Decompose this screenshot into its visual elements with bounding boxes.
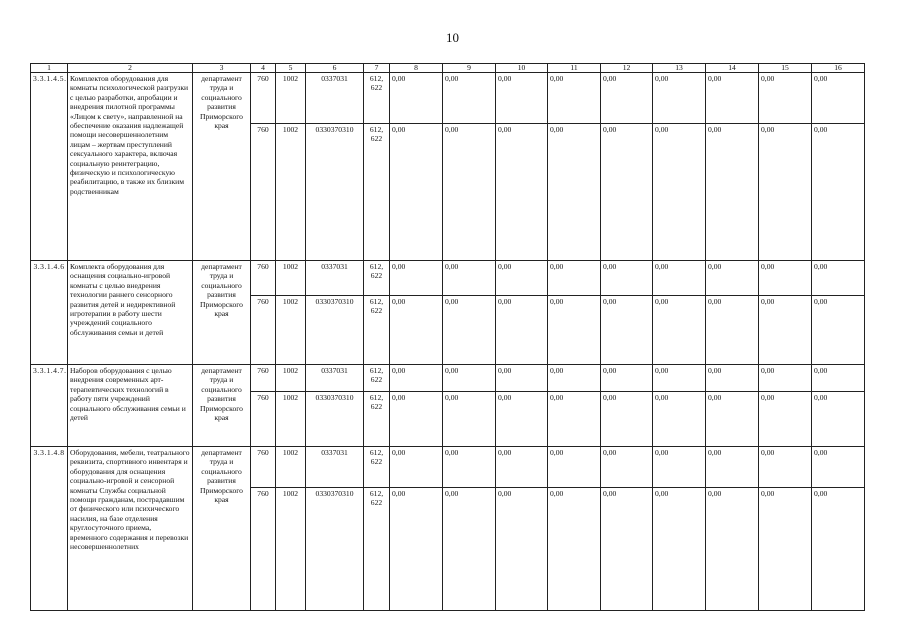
header-cell: 6 (306, 64, 364, 73)
header-cell: 12 (601, 64, 653, 73)
amount-cell: 0,00 (653, 488, 706, 611)
amount-cell: 0,00 (496, 447, 548, 488)
amount-cell: 0,00 (653, 365, 706, 392)
amount-cell: 0,00 (812, 73, 865, 124)
section-code: 1002 (276, 447, 306, 488)
ministry-code: 760 (251, 124, 276, 261)
header-cell: 11 (548, 64, 601, 73)
amount-cell: 0,00 (390, 488, 443, 611)
amount-cell: 0,00 (759, 365, 812, 392)
amount-cell: 0,00 (390, 296, 443, 365)
ministry-code: 760 (251, 73, 276, 124)
amount-cell: 0,00 (812, 392, 865, 447)
item-executor: департамент труда и социального развития Приморского края (193, 365, 251, 447)
amount-cell: 0,00 (759, 296, 812, 365)
header-cell: 9 (443, 64, 496, 73)
amount-cell: 0,00 (390, 73, 443, 124)
amount-cell: 0,00 (759, 392, 812, 447)
amount-cell: 0,00 (706, 73, 759, 124)
amount-cell: 0,00 (548, 447, 601, 488)
ministry-code: 760 (251, 392, 276, 447)
section-code: 1002 (276, 124, 306, 261)
amount-cell: 0,00 (548, 365, 601, 392)
amount-cell: 0,00 (548, 488, 601, 611)
amount-cell: 0,00 (812, 447, 865, 488)
amount-cell: 0,00 (601, 392, 653, 447)
amount-cell: 0,00 (443, 447, 496, 488)
ministry-code: 760 (251, 296, 276, 365)
amount-cell: 0,00 (548, 296, 601, 365)
header-cell: 7 (364, 64, 390, 73)
section-code: 1002 (276, 365, 306, 392)
amount-cell: 0,00 (443, 296, 496, 365)
header-cell: 8 (390, 64, 443, 73)
amount-cell: 0,00 (496, 488, 548, 611)
item-code: 3.3.1.4.5. (31, 73, 68, 261)
amount-cell: 0,00 (706, 296, 759, 365)
amount-cell: 0,00 (548, 392, 601, 447)
header-cell: 4 (251, 64, 276, 73)
amount-cell: 0,00 (496, 73, 548, 124)
header-row (31, 64, 865, 73)
amount-cell: 0,00 (812, 124, 865, 261)
ministry-code: 760 (251, 261, 276, 296)
expense-type: 612, 622 (364, 296, 390, 365)
header-cell: 16 (812, 64, 865, 73)
amount-cell: 0,00 (390, 124, 443, 261)
table-row (31, 365, 865, 392)
amount-cell: 0,00 (601, 73, 653, 124)
expense-type: 612, 622 (364, 124, 390, 261)
amount-cell: 0,00 (443, 73, 496, 124)
section-code: 1002 (276, 296, 306, 365)
section-code: 1002 (276, 392, 306, 447)
amount-cell: 0,00 (601, 296, 653, 365)
item-executor: департамент труда и социального развития Приморского края (193, 447, 251, 611)
amount-cell: 0,00 (759, 261, 812, 296)
amount-cell: 0,00 (601, 488, 653, 611)
header-cell: 13 (653, 64, 706, 73)
page-number: 10 (446, 30, 459, 45)
target-article: 0330370310 (306, 296, 364, 365)
amount-cell: 0,00 (706, 124, 759, 261)
amount-cell: 0,00 (812, 365, 865, 392)
target-article: 0337031 (306, 73, 364, 124)
amount-cell: 0,00 (443, 365, 496, 392)
target-article: 0337031 (306, 261, 364, 296)
amount-cell: 0,00 (443, 261, 496, 296)
expense-type: 612, 622 (364, 447, 390, 488)
item-code: 3.3.1.4.6 (31, 261, 68, 365)
ministry-code: 760 (251, 488, 276, 611)
section-code: 1002 (276, 73, 306, 124)
item-description: Оборудования, мебели, театрального реквизита, спортивного инвентаря и оборудования для оснащения социально-игровой и сенсорной комнаты Службы социальной помощи гражданам, пострадавшим от физического или психического насилия, на базе отделения круглосуточного приема, временного содержания и перевозки несовершеннолетних (68, 447, 193, 611)
amount-cell: 0,00 (601, 447, 653, 488)
item-code: 3.3.1.4.7. (31, 365, 68, 447)
section-code: 1002 (276, 261, 306, 296)
amount-cell: 0,00 (812, 488, 865, 611)
amount-cell: 0,00 (548, 73, 601, 124)
amount-cell: 0,00 (443, 488, 496, 611)
table-row (31, 447, 865, 488)
expense-type: 612, 622 (364, 488, 390, 611)
table-row (31, 261, 865, 296)
expense-type: 612, 622 (364, 392, 390, 447)
header-cell: 2 (68, 64, 193, 73)
ministry-code: 760 (251, 447, 276, 488)
amount-cell: 0,00 (496, 261, 548, 296)
amount-cell: 0,00 (496, 296, 548, 365)
amount-cell: 0,00 (812, 296, 865, 365)
expense-type: 612, 622 (364, 261, 390, 296)
amount-cell: 0,00 (653, 296, 706, 365)
amount-cell: 0,00 (601, 365, 653, 392)
header-cell: 1 (31, 64, 68, 73)
amount-cell: 0,00 (706, 488, 759, 611)
header-cell: 10 (496, 64, 548, 73)
amount-cell: 0,00 (496, 392, 548, 447)
target-article: 0330370310 (306, 488, 364, 611)
ministry-code: 760 (251, 365, 276, 392)
amount-cell: 0,00 (601, 124, 653, 261)
amount-cell: 0,00 (548, 124, 601, 261)
amount-cell: 0,00 (443, 124, 496, 261)
amount-cell: 0,00 (390, 261, 443, 296)
item-executor: департамент труда и социального развития Приморского края (193, 261, 251, 365)
amount-cell: 0,00 (601, 261, 653, 296)
amount-cell: 0,00 (759, 124, 812, 261)
expense-type: 612, 622 (364, 73, 390, 124)
amount-cell: 0,00 (759, 73, 812, 124)
table-body (31, 64, 865, 611)
header-cell: 5 (276, 64, 306, 73)
item-executor: департамент труда и социального развития Приморского края (193, 73, 251, 261)
amount-cell: 0,00 (548, 261, 601, 296)
target-article: 0330370310 (306, 124, 364, 261)
amount-cell: 0,00 (443, 392, 496, 447)
item-code: 3.3.1.4.8 (31, 447, 68, 611)
target-article: 0330370310 (306, 392, 364, 447)
amount-cell: 0,00 (706, 261, 759, 296)
target-article: 0337031 (306, 365, 364, 392)
amount-cell: 0,00 (706, 392, 759, 447)
target-article: 0337031 (306, 447, 364, 488)
amount-cell: 0,00 (390, 392, 443, 447)
expense-type: 612, 622 (364, 365, 390, 392)
amount-cell: 0,00 (390, 365, 443, 392)
amount-cell: 0,00 (759, 447, 812, 488)
amount-cell: 0,00 (706, 365, 759, 392)
section-code: 1002 (276, 488, 306, 611)
header-cell: 3 (193, 64, 251, 73)
item-description: Наборов оборудования с целью внедрения современных арт-терапевтических технологий в работу пяти учреждений социального обслуживания семьи и детей (68, 365, 193, 447)
budget-table (30, 63, 865, 611)
header-cell: 15 (759, 64, 812, 73)
item-description: Комплекта оборудования для оснащения социально-игровой комнаты с целью внедрения технологии раннего сенсорного развития детей и недирективной игротерапии в работу шести учреждений социального обслуживания семьи и детей (68, 261, 193, 365)
amount-cell: 0,00 (653, 447, 706, 488)
amount-cell: 0,00 (653, 261, 706, 296)
header-cell: 14 (706, 64, 759, 73)
table-row (31, 73, 865, 124)
amount-cell: 0,00 (496, 124, 548, 261)
amount-cell: 0,00 (759, 488, 812, 611)
amount-cell: 0,00 (390, 447, 443, 488)
amount-cell: 0,00 (812, 261, 865, 296)
amount-cell: 0,00 (653, 124, 706, 261)
amount-cell: 0,00 (706, 447, 759, 488)
item-description: Комплектов оборудования для комнаты психологической разгрузки с целью разработки, апробации и внедрения пилотной программы «Лицом к свету», направленной на обеспечение оказания надлежащей помощи несовершеннолетним лицам – жертвам преступлений сексуального характера, включая социальную реинтеграцию, физическую и психологическую реабилитацию, в также их близким родственникам (68, 73, 193, 261)
amount-cell: 0,00 (496, 365, 548, 392)
amount-cell: 0,00 (653, 73, 706, 124)
amount-cell: 0,00 (653, 392, 706, 447)
